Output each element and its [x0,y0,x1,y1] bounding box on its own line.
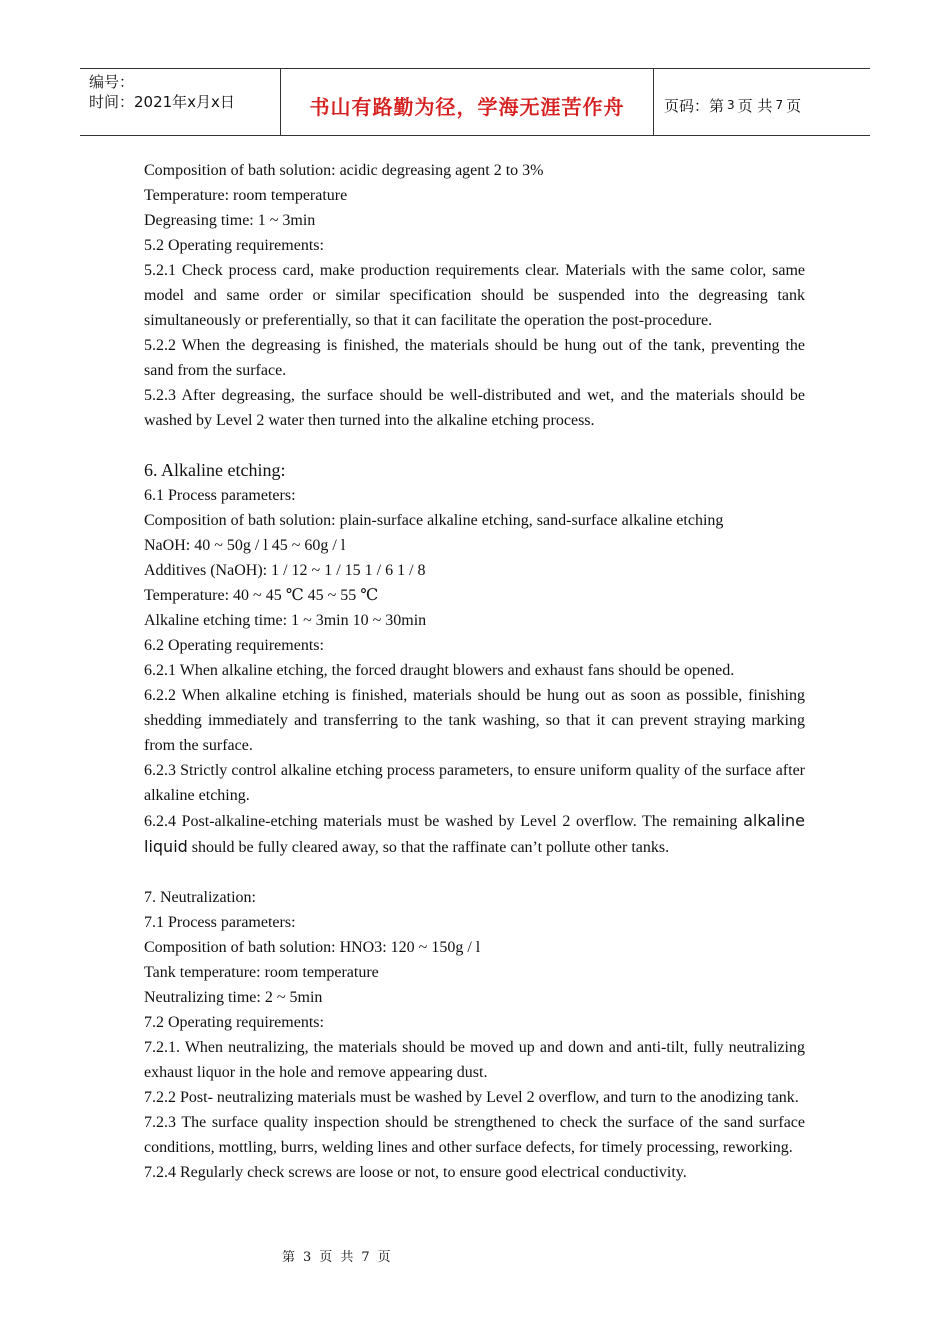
footer-middle2: 共 [340,1250,356,1265]
footer-prefix: 第 [282,1250,298,1265]
number-label: 编号： [89,73,135,91]
document-body [144,158,805,1185]
paragraph: 5.2.2 When the degreasing is finished, the materials should be hung out of the tank, preventing the sand from the surface. [144,337,805,379]
paragraph-part-emphasis: alkaline liquid [144,811,805,856]
subsection-heading: 7.2 Operating requirements: [144,1014,324,1031]
page-prefix: 页码：第 [664,96,725,115]
page-suffix: 页 [786,96,802,115]
paragraph: Neutralizing time: 2 ~ 5min [144,989,323,1006]
paragraph: 6.2.2 When alkaline etching is finished, materials should be hung out as soon as possible, finishing shedding immediately and transferring to the tank washing, so that it can prevent straying marking from the surface. [144,687,805,754]
paragraph: Degreasing time: 1 ~ 3min [144,212,316,229]
paragraph: 7.2.3 The surface quality inspection should be strengthened to check the surface of the sand surface conditions, mottling, burrs, welding lines and other surface defects, for timely processing, reworking. [144,1114,805,1156]
paragraph: Composition of bath solution: plain-surface alkaline etching, sand-surface alkaline etching [144,512,724,529]
header-page-indicator [654,69,870,135]
date-label: 时间：2021年x月x日 [89,93,235,111]
paragraph: Composition of bath solution: HNO3: 120 ~ 150g / l [144,939,481,956]
footer-middle1: 页 [319,1250,335,1265]
footer-suffix: 页 [377,1250,393,1265]
paragraph: Tank temperature: room temperature [144,964,379,981]
header-meta [80,69,281,135]
footer-current: 3 [303,1250,314,1265]
section-heading: 6. Alkaline etching: [144,460,286,480]
paragraph-part: 6.2.4 Post-alkaline-etching materials must be washed by Level 2 overflow. The remaining [144,813,738,830]
paragraph: Temperature: room temperature [144,187,348,204]
subsection-heading: 7.1 Process parameters: [144,914,296,931]
page-header [80,68,870,136]
paragraph [144,808,805,860]
page-total: 7 [775,98,784,112]
subsection-heading: 6.2 Operating requirements: [144,637,324,654]
subsection-heading: 6.1 Process parameters: [144,487,296,504]
paragraph-part: should be fully cleared away, so that the raffinate can’t pollute other tanks. [187,839,670,856]
paragraph: 6.2.3 Strictly control alkaline etching process parameters, to ensure uniform quality of the surface after alkaline etching. [144,762,805,804]
paragraph: 7.2.4 Regularly check screws are loose or not, to ensure good electrical conductivity. [144,1164,687,1181]
page-current: 3 [727,98,735,112]
paragraph: Alkaline etching time: 1 ~ 3min 10 ~ 30min [144,612,427,629]
paragraph: Temperature: 40 ~ 45 ℃ 45 ~ 55 ℃ [144,587,379,604]
paragraph: 7.2.1. When neutralizing, the materials should be moved up and down and anti-tilt, fully neutralizing exhaust liquor in the hole and remove appearing dust. [144,1039,805,1081]
footer-total: 7 [361,1250,372,1265]
paragraph: NaOH: 40 ~ 50g / l 45 ~ 60g / l [144,537,346,554]
paragraph: 5.2.1 Check process card, make production requirements clear. Materials with the same color, same model and same order or similar specification should be suspended into the degreasing tank simultaneously or preferentially, so that it can facilitate the operation the post-procedure. [144,262,805,329]
paragraph: 7.2.2 Post- neutralizing materials must be washed by Level 2 overflow, and turn to the anodizing tank. [144,1089,799,1106]
page-middle: 页 共 [737,96,773,115]
subsection-heading: 5.2 Operating requirements: [144,237,324,254]
paragraph: 5.2.3 After degreasing, the surface should be well-distributed and wet, and the materials should be washed by Level 2 water then turned into the alkaline etching process. [144,387,805,429]
header-motto: 书山有路勤为径，学海无涯苦作舟 [281,69,654,135]
page-footer [0,1246,950,1265]
section-heading: 7. Neutralization: [144,889,256,906]
paragraph: Composition of bath solution: acidic degreasing agent 2 to 3% [144,162,544,179]
paragraph: Additives (NaOH): 1 / 12 ~ 1 / 15 1 / 6 1 / 8 [144,562,426,579]
paragraph: 6.2.1 When alkaline etching, the forced draught blowers and exhaust fans should be opened. [144,662,735,679]
